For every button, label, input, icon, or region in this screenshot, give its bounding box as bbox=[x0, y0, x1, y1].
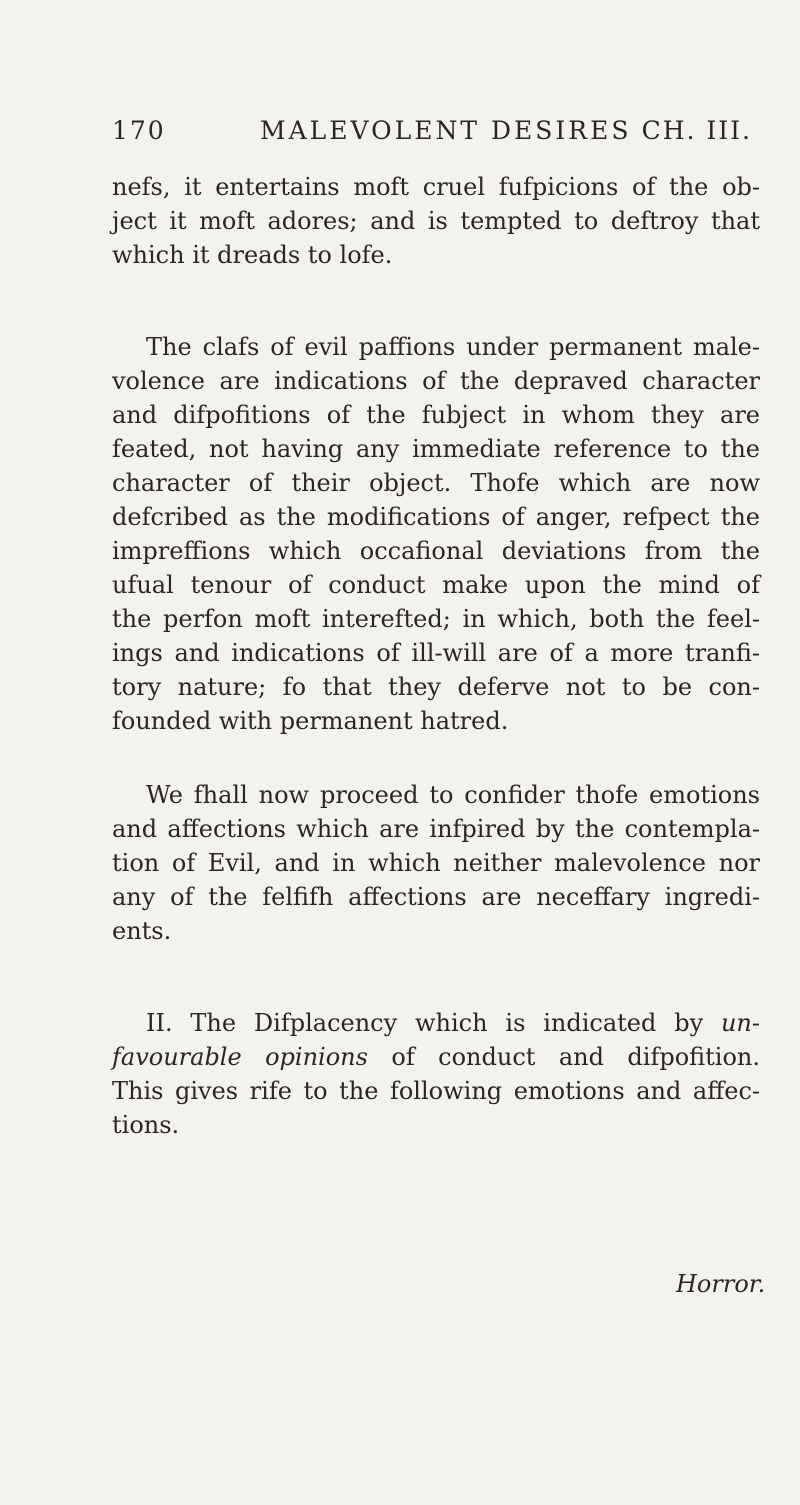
text-line: feated, not having any immediate reference to the bbox=[112, 435, 760, 463]
text-line: defcribed as the modifications of anger, refpect the bbox=[112, 503, 760, 531]
text-line: ents. bbox=[112, 917, 172, 945]
text-line: ings and indications of ill-will are of a more tranfi- bbox=[112, 639, 760, 667]
chapter-label: CH. III. bbox=[641, 116, 752, 145]
text-line bbox=[112, 1006, 760, 1040]
italic-span: un- bbox=[720, 1009, 760, 1037]
running-header bbox=[112, 116, 752, 156]
paragraph bbox=[112, 170, 760, 272]
text-line: character of their object. Thofe which are now bbox=[112, 469, 760, 497]
text-line: The clafs of evil paffions under permanent male- bbox=[146, 333, 760, 361]
text-line: tory nature; fo that they deferve not to be con- bbox=[112, 673, 760, 701]
text-line: and difpofitions of the fubject in whom they are bbox=[112, 401, 760, 429]
text-line: tion of Evil, and in which neither malevolence nor bbox=[112, 849, 760, 877]
text-span: II. The Difplacency which is indicated by bbox=[146, 1009, 721, 1037]
text-line bbox=[112, 1040, 760, 1074]
paragraph bbox=[112, 778, 760, 948]
paragraph bbox=[112, 330, 760, 738]
italic-span: favourable opinions bbox=[112, 1043, 368, 1071]
paragraph bbox=[112, 1006, 760, 1142]
text-line: which it dreads to lofe. bbox=[112, 241, 393, 269]
text-line: founded with permanent hatred. bbox=[112, 707, 509, 735]
running-title: MALEVOLENT DESIRES bbox=[260, 116, 632, 145]
text-line: We fhall now proceed to confider thofe emotions bbox=[146, 781, 760, 809]
page-number: 170 bbox=[112, 116, 166, 145]
text-line: impreffions which occafional deviations from the bbox=[112, 537, 760, 565]
text-line: any of the felfifh affections are neceffary ingredi- bbox=[112, 883, 760, 911]
catchword: Horror. bbox=[676, 1270, 766, 1298]
text-span: of conduct and difpofition. bbox=[367, 1043, 761, 1071]
page-body bbox=[112, 170, 760, 1142]
text-line: and affections which are infpired by the contempla- bbox=[112, 815, 760, 843]
text-line: volence are indications of the depraved character bbox=[112, 367, 760, 395]
text-line: ject it moft adores; and is tempted to deftroy that bbox=[112, 207, 760, 235]
text-line: ufual tenour of conduct make upon the mind of bbox=[112, 571, 760, 599]
text-line: This gives rife to the following emotions and affec- bbox=[112, 1077, 760, 1105]
text-line: tions. bbox=[112, 1111, 180, 1139]
text-line: nefs, it entertains moft cruel fufpicions of the ob- bbox=[112, 173, 760, 201]
text-line: the perfon moft interefted; in which, both the feel- bbox=[112, 605, 760, 633]
